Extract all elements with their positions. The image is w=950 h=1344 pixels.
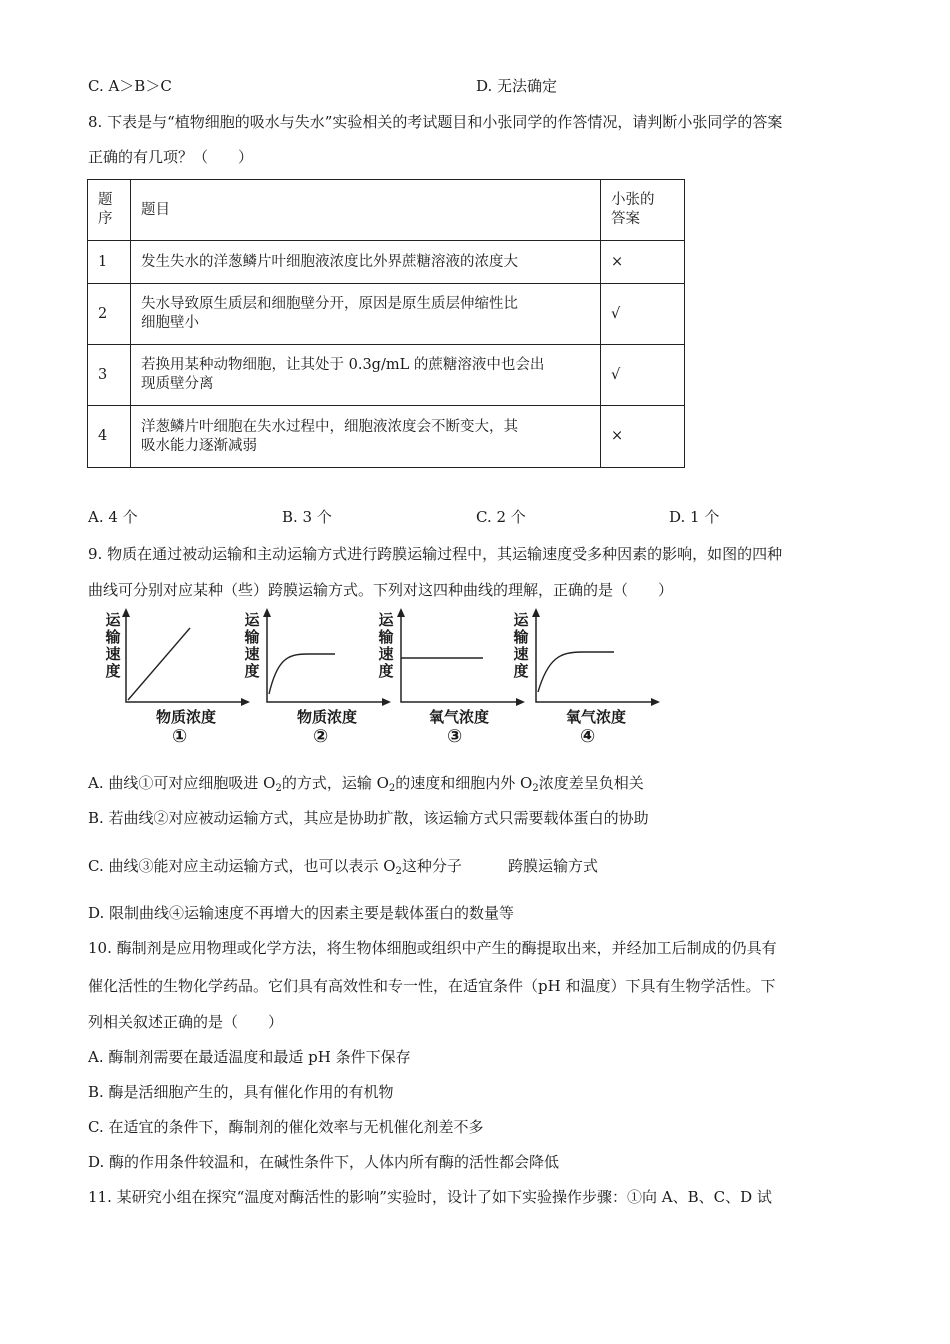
graph-1-axes [126, 614, 244, 702]
q10-option-b: B. 酶是活细胞产生的，具有催化作用的有机物 [88, 1083, 394, 1101]
graph-2-ylabel: 运 输 速 度 [244, 611, 260, 680]
q10-stem-line3: 列相关叙述正确的是（ ） [88, 1013, 284, 1031]
graph-2-axes [267, 614, 385, 702]
graph-4-curve [538, 652, 614, 692]
graph-2-y-arrow [263, 608, 271, 617]
q11-stem-line1: 11. 某研究小组在探究“温度对酶活性的影响”实验时，设计了如下实验操作步骤：①向 A、B、C、D 试 [88, 1188, 772, 1206]
graph-4-y-arrow [532, 608, 540, 617]
table-row [88, 284, 685, 345]
q8-stem-line1: 8. 下表是与“植物细胞的吸水与失水”实验相关的考试题目和小张同学的作答情况，请判断小张同学的答案 [88, 113, 783, 131]
graph-4-xlabel: 氧气浓度 [566, 708, 627, 726]
graph-1-x-arrow [241, 698, 250, 706]
graph-2-number: ② [313, 726, 329, 747]
q10-option-d: D. 酶的作用条件较温和，在碱性条件下，人体内所有酶的活性都会降低 [88, 1153, 560, 1171]
graph-1-number: ① [172, 726, 188, 747]
q7-option-c: C. A＞B＞C [88, 77, 172, 95]
q9-stem-line1: 9. 物质在通过被动运输和主动运输方式进行跨膜运输过程中，其运输速度受多种因素的影响，如图的四种 [88, 545, 783, 563]
q8-table [87, 179, 685, 468]
graph-4-ylabel: 运 输 速 度 [513, 611, 529, 680]
q8-option-d: D. 1 个 [669, 508, 720, 526]
table-row [88, 241, 685, 284]
q10-option-a: A. 酶制剂需要在最适温度和最适 pH 条件下保存 [88, 1048, 411, 1066]
graph-2-x-arrow [382, 698, 391, 706]
row-answer: × [601, 241, 685, 284]
header-question: 题目 [131, 180, 601, 241]
graph-1-ylabel: 运 输 速 度 [105, 611, 121, 680]
graph-3-plot [397, 608, 527, 708]
q9-option-d: D. 限制曲线④运输速度不再增大的因素主要是载体蛋白的数量等 [88, 904, 515, 922]
graph-2-plot [263, 608, 393, 708]
q9-option-a: A. 曲线①可对应细胞吸进 $O_2$的方式，运输 $O_2$的速度和细胞内外 $O_2$浓度差呈负相关 [88, 774, 644, 794]
graph-2-xlabel: 物质浓度 [297, 708, 358, 726]
table-header-row [88, 180, 685, 241]
row-number: 4 [88, 406, 131, 468]
table-row [88, 345, 685, 406]
graph-3-number: ③ [447, 726, 463, 747]
row-question: 发生失水的洋葱鳞片叶细胞液浓度比外界蔗糖溶液的浓度大 [131, 241, 601, 284]
q9-stem-line2: 曲线可分别对应某种（些）跨膜运输方式。下列对这四种曲线的理解，正确的是（ ） [88, 581, 674, 599]
row-question: 失水导致原生质层和细胞壁分开，原因是原生质层伸缩性比 细胞壁小 [131, 284, 601, 345]
graph-3-y-arrow [397, 608, 405, 617]
graph-1-xlabel: 物质浓度 [156, 708, 217, 726]
graph-4-number: ④ [580, 726, 596, 747]
q10-option-c: C. 在适宜的条件下，酶制剂的催化效率与无机催化剂差不多 [88, 1118, 484, 1136]
graph-1-plot [122, 608, 252, 708]
table-row [88, 406, 685, 468]
q7-option-d: D. 无法确定 [476, 77, 558, 95]
q8-stem-line2: 正确的有几项？（ ） [88, 148, 254, 166]
row-answer: × [601, 406, 685, 468]
row-answer: √ [601, 284, 685, 345]
q10-stem-line1: 10. 酶制剂是应用物理或化学方法，将生物体细胞或组织中产生的酶提取出来，并经加工后制成的仍具有 [88, 939, 777, 957]
q10-stem-line2: 催化活性的生物化学药品。它们具有高效性和专一性，在适宜条件（pH 和温度）下具有生物学活性。下 [88, 977, 776, 995]
header-number: 题 序 [88, 180, 131, 241]
graph-3-xlabel: 氧气浓度 [429, 708, 490, 726]
q8-option-a: A. 4 个 [88, 508, 138, 526]
graph-4-axes [536, 614, 654, 702]
graph-1-curve [128, 628, 190, 700]
graph-3-x-arrow [516, 698, 525, 706]
row-number: 1 [88, 241, 131, 284]
graph-1-y-arrow [122, 608, 130, 617]
q9-option-b: B. 若曲线②对应被动运输方式，其应是协助扩散，该运输方式只需要载体蛋白的协助 [88, 809, 649, 827]
graph-3-ylabel: 运 输 速 度 [378, 611, 394, 680]
graph-2-curve [269, 654, 335, 694]
row-question: 洋葱鳞片叶细胞在失水过程中，细胞液浓度会不断变大，其 吸水能力逐渐减弱 [131, 406, 601, 468]
header-answer: 小张的 答案 [601, 180, 685, 241]
graph-4-x-arrow [651, 698, 660, 706]
graph-4-plot [532, 608, 662, 708]
row-answer: √ [601, 345, 685, 406]
row-number: 2 [88, 284, 131, 345]
q8-option-c: C. 2 个 [476, 508, 526, 526]
row-number: 3 [88, 345, 131, 406]
q8-option-b: B. 3 个 [282, 508, 332, 526]
q9-option-c: C. 曲线③能对应主动运输方式，也可以表示 $O_2$这种分子 跨膜运输方式 [88, 857, 598, 877]
row-question: 若换用某种动物细胞，让其处于 0.3g/mL 的蔗糖溶液中也会出 现质壁分离 [131, 345, 601, 406]
